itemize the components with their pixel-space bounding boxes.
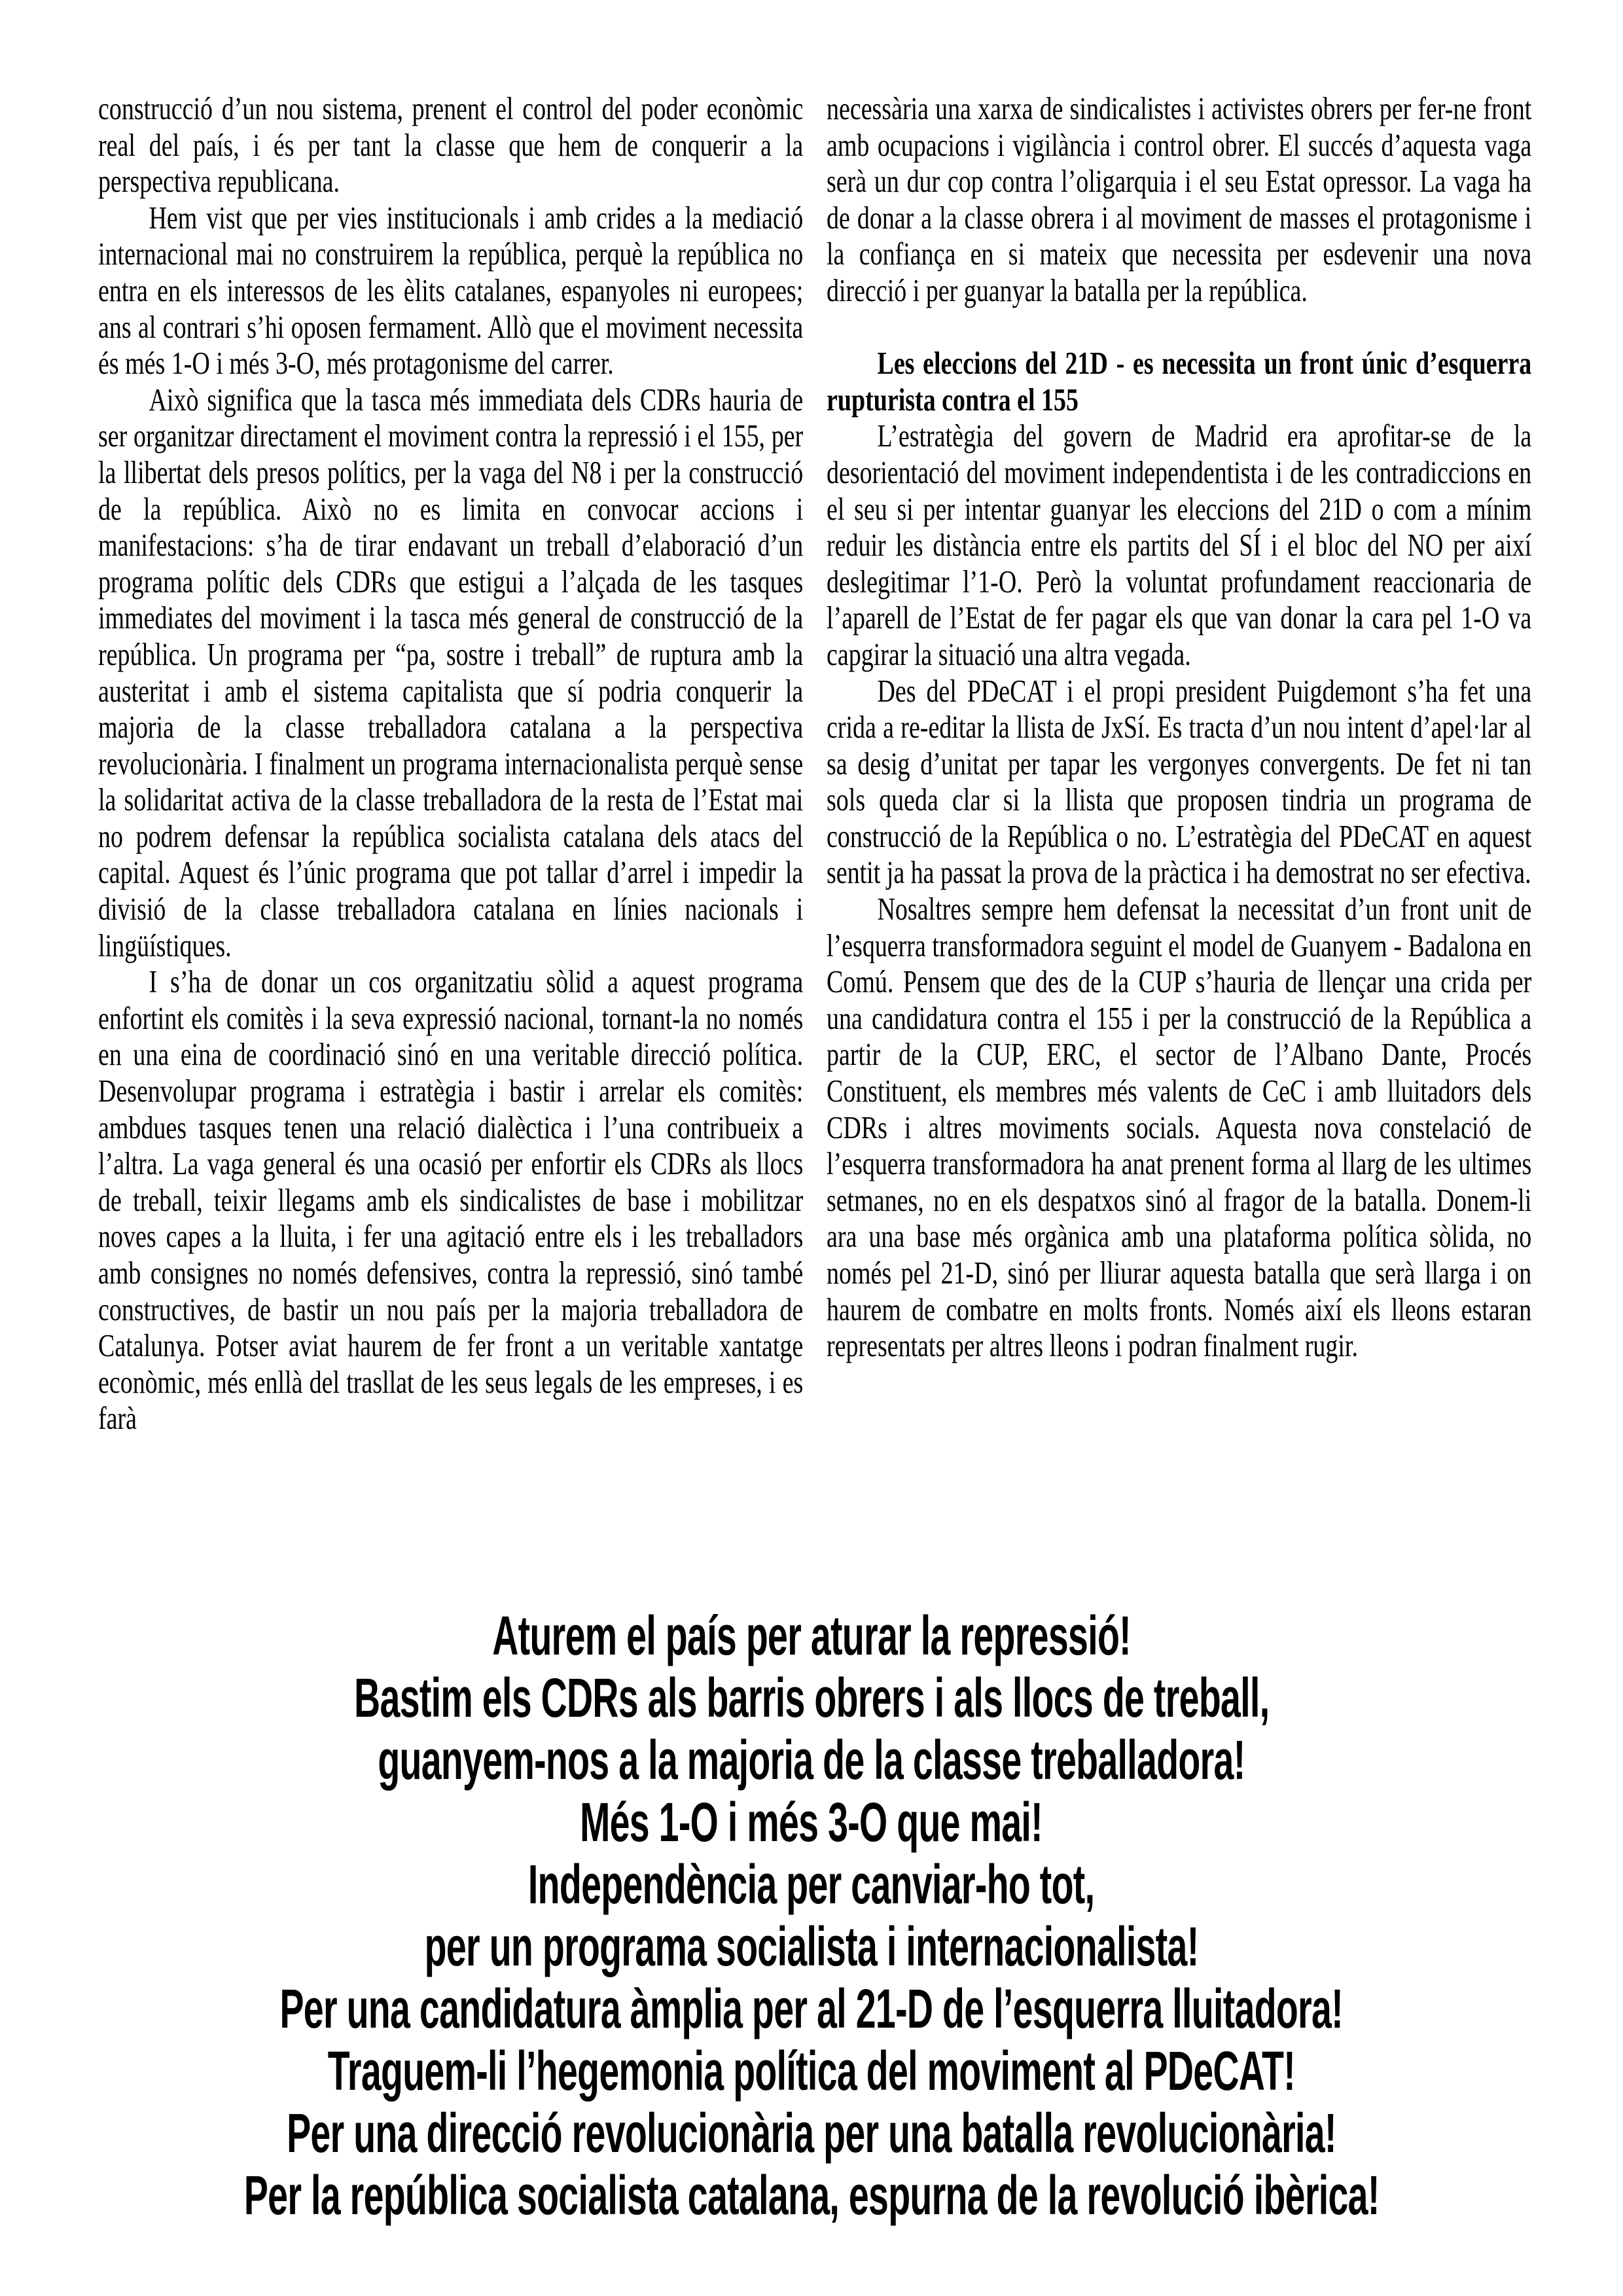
body-paragraph: Nosaltres sempre hem defensat la necessitat d’un front unit de l’esquerra transformadora seguint el model de Guanyem - Badalona en Comú. Pensem que des de la CUP s’hauria de llençar una crida per una candidatura contra el 155 i per la construcció de la República a partir de la CUP, ERC, el sector de l’Albano Dante, Procés Constituent, els membres més valents de CeC i amb lluitadors dels CDRs i altres moviments socials. Aquesta nova constelació de l’esquerra transformadora ha anat prenent forma al llarg de les ultimes setmanes, no en els despatxos sinó al fragor de la batalla. Donem-li ara una base més orgànica amb una plataforma política sòlida, no només pel 21-D, sinó per lliurar aquesta batalla que serà llarga i on haurem de combatre en molts fronts. Només així els lleons estaran representats per altres lleons i podran finalment rugir. xyxy=(827,891,1532,1364)
body-paragraph: Des del PDeCAT i el propi president Puigdemont s’ha fet una crida a re-editar la llista de JxSí. Es tracta d’un nou intent d’apel·lar al sa desig d’unitat per tapar les vergonyes convergents. De fet ni tan sols queda clar si la llista que proposen tindria un programa de construcció de la República o no. L’estratègia del PDeCAT en aquest sentit ja ha passat la prova de la pràctica i ha demostrat no ser efectiva. xyxy=(827,672,1532,891)
slogan-line xyxy=(0,1791,1623,1854)
slogan-line xyxy=(0,1729,1623,1791)
body-paragraph: L’estratègia del govern de Madrid era aprofitar-se de la desorientació del moviment independentista i de les contradiccions en el seu si per intentar guanyar les eleccions del 21D o com a mínim reduir les distància entre els partits del SÍ i el bloc del NO per així deslegitimar l’1-O. Però la voluntat profundament reaccionaria de l’aparell de l’Estat de fer pagar els que van donar la cara pel 1-O va capgirar la situació una altra vegada. xyxy=(827,418,1532,672)
slogan-line xyxy=(0,2102,1623,2164)
right-column xyxy=(827,90,1531,1364)
slogan-text: Independència per canviar-ho tot, xyxy=(528,1854,1095,1915)
slogan-text: per un programa socialista i internacionalista! xyxy=(424,1916,1199,1977)
slogan-line xyxy=(0,1854,1623,1916)
slogan-line xyxy=(0,1978,1623,2040)
slogan-line xyxy=(0,2040,1623,2102)
body-paragraph: Hem vist que per vies institucionals i amb crides a la mediació internacional mai no construirem la república, perquè la república no entra en els interessos de les èlits catalanes, espanyoles ni europees; ans al contrari s’hi oposen fermament. Allò que el moviment necessita és més 1-O i més 3-O, més protagonisme del carrer. xyxy=(98,199,804,382)
body-paragraph: I s’ha de donar un cos organitzatiu sòlid a aquest programa enfortint els comitès i la seva expressió nacional, tornant-la no només en una eina de coordinació sinó en una veritable direcció política. Desenvolupar programa i estratègia i bastir i arrelar els comitès: ambdues tasques tenen una relació dialèctica i l’una contribueix a l’altra. La vaga general és una ocasió per enfortir els CDRs als llocs de treball, teixir llegams amb els sindicalistes de base i mobilitzar noves capes a la lluita, i fer una agitació entre els i les treballadors amb consignes no només defensives, contra la repressió, sinó també constructives, de bastir un nou país per la majoria treballadora de Catalunya. Potser aviat haurem de fer front a un veritable xantatge econòmic, més enllà del trasllat de les seus legals de les empreses, i es farà xyxy=(98,963,804,1437)
section-heading: Les eleccions del 21D - es necessita un front únic d’esquerra rupturista contra el 155 xyxy=(827,345,1532,418)
slogan-text: guanyem-nos a la majoria de la classe treballadora! xyxy=(378,1729,1245,1791)
slogan-text: Per una candidatura àmplia per al 21-D de l’esquerra lluitadora! xyxy=(279,1978,1344,2039)
slogan-text: Per la república socialista catalana, espurna de la revolució ibèrica! xyxy=(243,2164,1380,2226)
body-paragraph: Això significa que la tasca més immediata dels CDRs hauria de ser organitzar directament el moviment contra la repressió i el 155, per la llibertat dels presos polítics, per la vaga del N8 i per la construcció de la república. Això no es limita en convocar accions i manifestacions: s’ha de tirar endavant un treball d’elaboració d’un programa polític dels CDRs que estigui a l’alçada de les tasques immediates del moviment i la tasca més general de construcció de la república. Un programa per “pa, sostre i treball” de ruptura amb la austeritat i amb el sistema capitalista que sí podria conquerir la majoria de la classe treballadora catalana a la perspectiva revolucionària. I finalment un programa internacionalista perquè sense la solidaritat activa de la classe treballadora de la resta de l’Estat mai no podrem defensar la república socialista catalana dels atacs del capital. Aquest és l’únic programa que pot tallar d’arrel i impedir la divisió de la classe treballadora catalana en línies nacionals i lingüístiques. xyxy=(98,381,804,963)
body-paragraph: necessària una xarxa de sindicalistes i activistes obrers per fer-ne front amb ocupacions i vigilància i control obrer. El succés d’aquesta vaga serà un dur cop contra l’oligarquia i el seu Estat opressor. La vaga ha de donar a la classe obrera i al moviment de masses el protagonisme i la confiança en si mateix que necessita per esdevenir una nova direcció i per guanyar la batalla per la república. xyxy=(827,90,1532,308)
slogans-block xyxy=(0,1605,1623,2227)
slogan-text: Aturem el país per aturar la repressió! xyxy=(492,1605,1131,1666)
slogan-line xyxy=(0,2164,1623,2227)
body-paragraph: construcció d’un nou sistema, prenent el control del poder econòmic real del país, i és per tant la classe que hem de conquerir a la perspectiva republicana. xyxy=(98,90,804,200)
slogan-text: Traguem-li l’hegemonia política del moviment al PDeCAT! xyxy=(327,2040,1296,2102)
slogan-line xyxy=(0,1916,1623,1978)
slogan-text: Per una direcció revolucionària per una batalla revolucionària! xyxy=(287,2102,1336,2164)
left-column xyxy=(98,90,803,1437)
slogan-line xyxy=(0,1605,1623,1667)
slogan-line xyxy=(0,1667,1623,1729)
slogan-text: Bastim els CDRs als barris obrers i als llocs de treball, xyxy=(353,1667,1270,1729)
slogan-text: Més 1-O i més 3-O que mai! xyxy=(580,1791,1043,1853)
